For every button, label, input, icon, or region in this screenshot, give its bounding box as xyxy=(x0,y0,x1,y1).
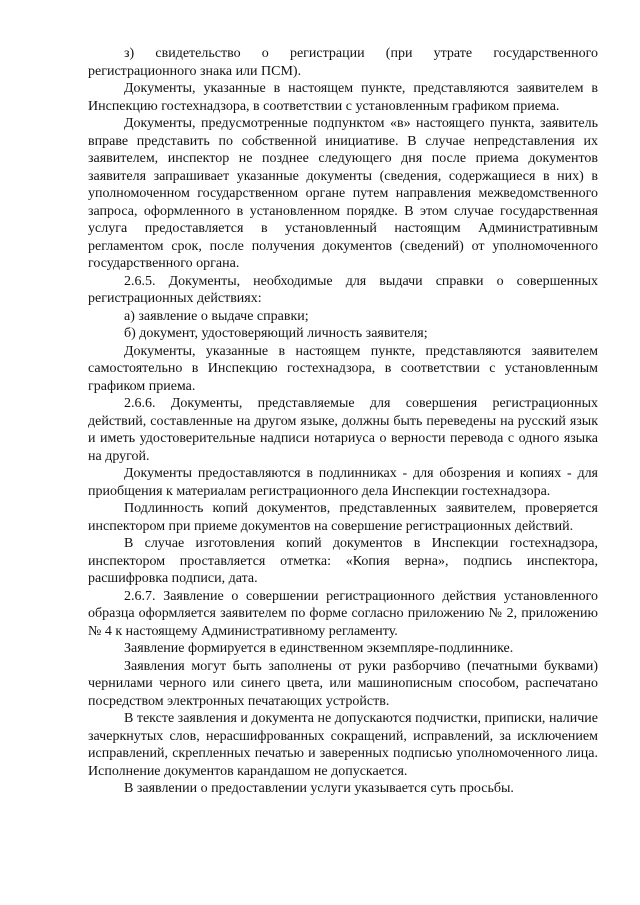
paragraph: Документы, предусмотренные подпунктом «в» настоящего пункта, заявитель вправе представить по собственной инициативе. В случае непредставления их заявителем, инспектор не позднее следующего дня после приема документов заявителя запрашивает указанные документы (сведения, содержащиеся в них) в уполномоченном государственном органе путем направления межведомственного запроса, оформленного в установленном порядке. В этом случае государственная услуга предоставляется в установленный настоящим Административным регламентом срок, после получения документов (сведений) от уполномоченного государственного органа. xyxy=(88,116,598,271)
list-item-a: а) заявление о выдаче справки; xyxy=(124,308,309,324)
paragraph: Документы, указанные в настоящем пункте, представляются заявителем самостоятельно в Инспекцию гостехнадзора, в соответствии с установленным графиком приема. xyxy=(88,343,598,394)
paragraph: В заявлении о предоставлении услуги указывается суть просьбы. xyxy=(124,781,514,796)
paragraph: Документы, указанные в настоящем пункте, представляются заявителем в Инспекцию гостехнадзора, в соответствии с установленным графиком приема. xyxy=(88,81,598,114)
paragraph-item-z: з) свидетельство о регистрации (при утрате государственного регистрационного знака или ПСМ). xyxy=(88,46,598,79)
paragraph: Заявления могут быть заполнены от руки разборчиво (печатными буквами) чернилами черного или синего цвета, или машинописным способом, распечатано посредством электронных печатающих устройств. xyxy=(88,658,598,709)
document-page xyxy=(88,45,598,798)
paragraph: Документы предоставляются в подлинниках - для обозрения и копиях - для приобщения к материалам регистрационного дела Инспекции гостехнадзора. xyxy=(88,466,598,499)
paragraph: В тексте заявления и документа не допускаются подчистки, приписки, наличие зачеркнутых слов, нерасшифрованных сокращений, исправлений, за исключением исправлений, скрепленных печатью и заверенных подписью уполномоченного лица. Исполнение документов карандашом не допускается. xyxy=(88,711,598,779)
section-2-6-5: 2.6.5. Документы, необходимые для выдачи справки о совершенных регистрационных действиях: xyxy=(88,273,598,306)
paragraph: Заявление формируется в единственном экземпляре-подлиннике. xyxy=(124,641,514,656)
paragraph: Подлинность копий документов, представленных заявителем, проверяется инспектором при приеме документов на совершение регистрационных действий. xyxy=(88,501,598,534)
paragraph: В случае изготовления копий документов в Инспекции гостехнадзора, инспектором проставляется отметка: «Копия верна», подпись инспектора, расшифровка подписи, дата. xyxy=(88,536,598,586)
list-item-b: б) документ, удостоверяющий личность заявителя; xyxy=(124,326,428,341)
section-2-6-7: 2.6.7. Заявление о совершении регистрационного действия установленного образца оформляется заявителем по форме согласно приложению № 2, приложению № 4 к настоящему Административному регламенту. xyxy=(88,588,598,639)
section-2-6-6: 2.6.6. Документы, представляемые для совершения регистрационных действий, составленные на другом языке, должны быть переведены на русский язык и иметь удостоверительные надписи нотариуса о верности перевода с одного языка на другой. xyxy=(88,396,598,464)
